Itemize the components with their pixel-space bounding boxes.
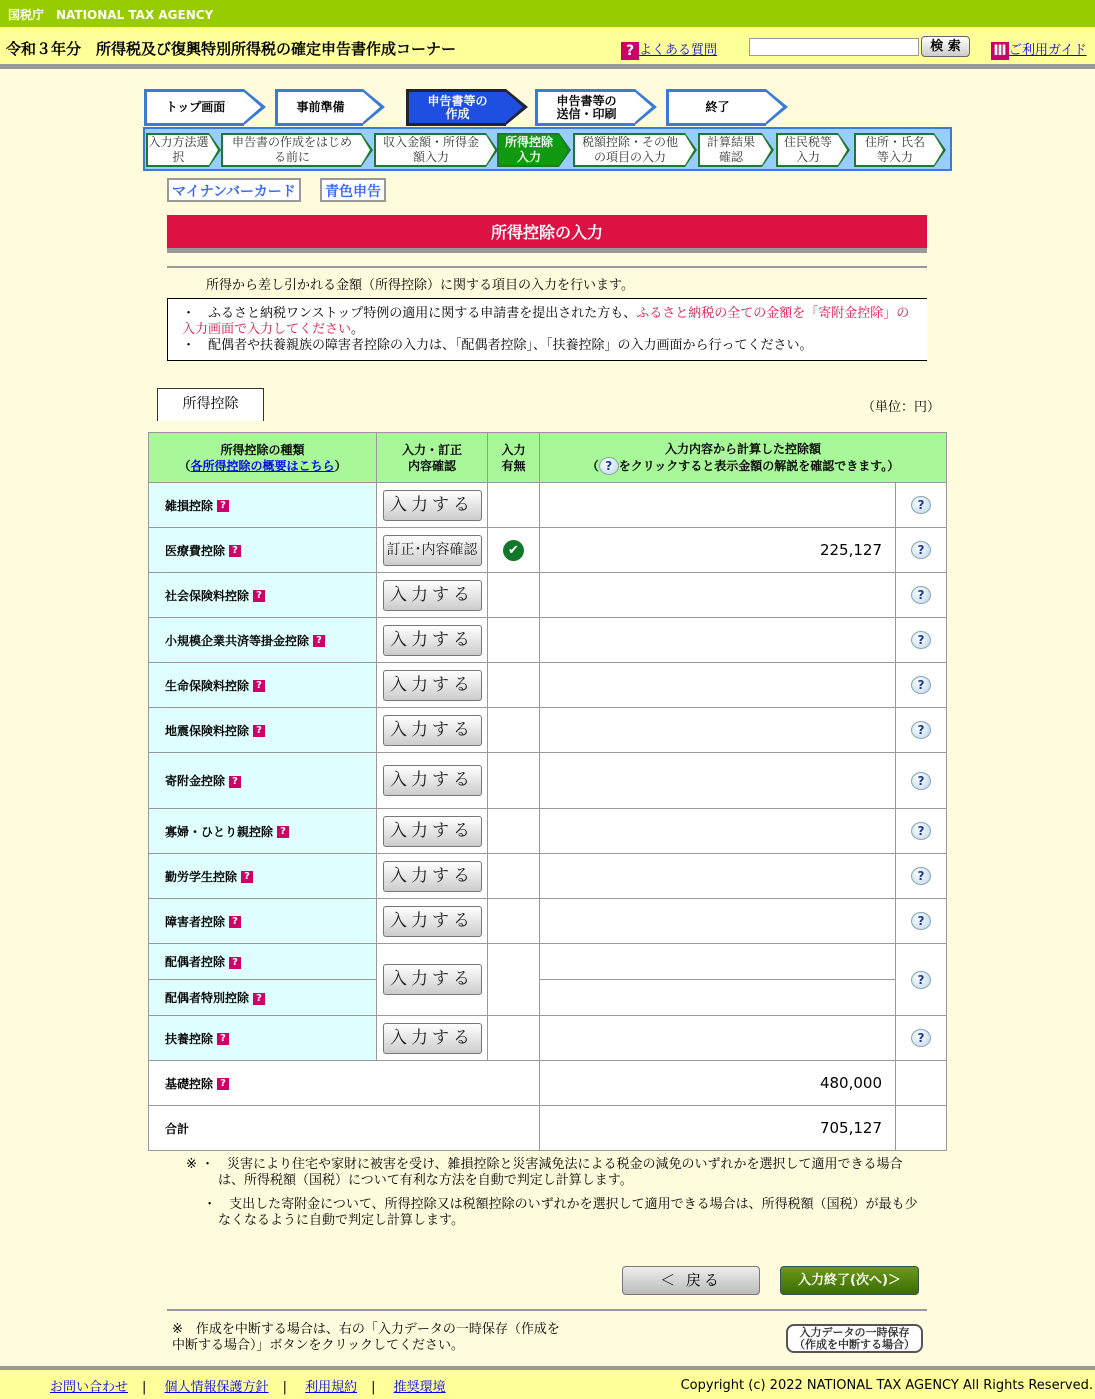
help-cell	[896, 663, 947, 708]
input-button[interactable]: 入力する	[383, 816, 482, 847]
help-cell	[896, 899, 947, 944]
table-row	[149, 1016, 947, 1061]
footer-link-privacy[interactable]: 個人情報保護方針	[164, 1380, 269, 1395]
help-icon[interactable]: ?	[277, 826, 289, 838]
substep-deductions: 所得控除入力	[497, 133, 559, 167]
help-cell	[896, 483, 947, 528]
help-cell	[896, 618, 947, 663]
input-button[interactable]: 訂正･内容確認	[383, 535, 482, 566]
explanation-bubble-icon[interactable]: ?	[911, 822, 931, 840]
save-note: ※ 作成を中断する場合は、右の「入力データの一時保存（作成を 中断する場合）」ボタンをクリックしてください。	[172, 1322, 560, 1353]
help-icon[interactable]: ?	[217, 500, 229, 512]
unit-label: （単位：円）	[862, 400, 941, 415]
substep-input-method: 入力方法選択	[146, 133, 209, 167]
help-icon[interactable]: ?	[253, 680, 265, 692]
help-cell	[896, 944, 947, 1016]
table-row	[149, 708, 947, 753]
table-row	[149, 854, 947, 899]
deduction-label: 基礎控除	[165, 1076, 214, 1091]
input-cell	[377, 573, 488, 618]
deduction-name	[149, 753, 377, 809]
table-row	[149, 944, 947, 980]
input-button[interactable]: 入力する	[383, 580, 482, 611]
input-cell	[377, 944, 488, 1016]
status-cell	[488, 573, 540, 618]
deduction-label: 勤労学生控除	[165, 869, 238, 884]
input-cell	[377, 483, 488, 528]
deduction-name	[149, 618, 377, 663]
help-cell	[896, 1061, 947, 1106]
input-button[interactable]: 入力する	[383, 490, 482, 521]
input-cell	[377, 1016, 488, 1061]
substep-bar	[143, 127, 952, 171]
input-cell	[377, 809, 488, 854]
deduction-name	[149, 1016, 377, 1061]
status-cell	[488, 854, 540, 899]
amount-cell	[540, 854, 896, 899]
input-cell	[377, 753, 488, 809]
step-end: 終了	[666, 89, 766, 126]
table-row	[149, 980, 947, 1016]
page-header-title: 令和３年分 所得税及び復興特別所得税の確定申告書作成コーナー	[6, 40, 457, 58]
header	[0, 27, 1095, 69]
amount-cell	[540, 483, 896, 528]
temp-save-label: 入力データの一時保存	[799, 1326, 910, 1339]
note-1-emphasis: ふるさと納税の全ての金額を「寄附金控除」の入力画面で入力してください	[182, 306, 910, 337]
temp-save-button[interactable]	[786, 1324, 923, 1353]
input-button[interactable]: 入力する	[383, 906, 482, 937]
step-create: 申告書等の作成	[406, 89, 506, 126]
copyright: Copyright (c) 2022 NATIONAL TAX AGENCY All Rights Reserved.	[680, 1378, 1093, 1393]
blue-return-tag: 青色申告	[320, 178, 386, 202]
col-amount: 入力内容から計算した控除額 （ ? をクリックすると表示金額の解説を確認できます。）	[540, 433, 947, 483]
next-button[interactable]: 入力終了(次へ)＞	[780, 1266, 919, 1295]
explanation-bubble-icon[interactable]: ?	[911, 496, 931, 514]
basic-amount: 480,000	[540, 1061, 896, 1106]
substep-result: 計算結果確認	[698, 133, 762, 167]
deduction-name	[149, 663, 377, 708]
explanation-bubble-icon[interactable]: ?	[911, 772, 931, 790]
deduction-label: 雑損控除	[165, 498, 214, 513]
table-row	[149, 753, 947, 809]
status-cell	[488, 753, 540, 809]
help-cell	[896, 573, 947, 618]
input-button[interactable]: 入力する	[383, 964, 482, 995]
explanation-bubble-icon[interactable]: ?	[911, 867, 931, 885]
back-button[interactable]: ＜ 戻る	[622, 1266, 760, 1295]
deduction-name	[149, 1061, 540, 1106]
explanation-bubble-icon[interactable]: ?	[911, 676, 931, 694]
status-cell	[488, 618, 540, 663]
table-row	[149, 483, 947, 528]
input-button[interactable]: 入力する	[383, 625, 482, 656]
explanation-bubble-icon[interactable]: ?	[911, 586, 931, 604]
guide-link[interactable]: ご利用ガイド	[1009, 43, 1087, 58]
search-button[interactable]: 検 索	[921, 36, 970, 57]
explanation-bubble-icon[interactable]: ?	[911, 912, 931, 930]
help-icon[interactable]: ?	[253, 590, 265, 602]
divider	[167, 266, 927, 268]
deduction-label: 寡婦・ひとり親控除	[165, 824, 274, 839]
status-cell	[488, 528, 540, 573]
deduction-name	[149, 944, 377, 980]
footnote-2: ・ 支出した寄附金について、所得控除又は税額控除のいずれかを選択して適用できる場合は、所得税額（国税）が最も少なくなるように自動で判定し計算します。	[186, 1197, 918, 1228]
table-row	[149, 618, 947, 663]
amount-cell	[540, 753, 896, 809]
col-amount-hint: をクリックすると表示金額の解説を確認できます。）	[618, 458, 900, 473]
status-cell	[488, 1016, 540, 1061]
note-1-end: 。	[351, 322, 365, 337]
note-2: ・ 配偶者や扶養親族の障害者控除の入力は、「配偶者控除」、「扶養控除」の入力画面から行ってください。	[182, 338, 813, 353]
input-cell	[377, 528, 488, 573]
total-label: 合計	[149, 1106, 540, 1151]
help-icon[interactable]: ?	[253, 725, 265, 737]
table-row	[149, 809, 947, 854]
help-bubble-icon: ?	[599, 457, 619, 475]
amount-cell	[540, 573, 896, 618]
help-cell	[896, 528, 947, 573]
explanation-bubble-icon[interactable]: ?	[911, 631, 931, 649]
input-cell	[377, 663, 488, 708]
deduction-label: 小規模企業共済等掛金控除	[165, 633, 310, 648]
total-row	[149, 1106, 947, 1151]
temp-save-sublabel: （作成を中断する場合）	[794, 1338, 915, 1351]
help-cell	[896, 753, 947, 809]
footer-link-environment[interactable]: 推奨環境	[393, 1380, 446, 1395]
footer-link-contact[interactable]: お問い合わせ	[50, 1380, 129, 1395]
deduction-label: 社会保険料控除	[165, 588, 250, 603]
status-cell	[488, 944, 540, 1016]
footer-link-terms[interactable]: 利用規約	[305, 1380, 358, 1395]
page-title: 所得控除の入力	[167, 215, 927, 253]
explanation-bubble-icon[interactable]: ?	[911, 971, 931, 989]
amount-cell	[540, 708, 896, 753]
status-cell	[488, 483, 540, 528]
substep-address: 住所・氏名等入力	[854, 133, 934, 167]
deduction-label: 地震保険料控除	[165, 723, 250, 738]
help-icon[interactable]: ?	[253, 993, 265, 1005]
input-button[interactable]: 入力する	[383, 765, 482, 796]
check-icon: ✔	[503, 540, 524, 561]
col-amount-label: 入力内容から計算した控除額	[664, 441, 821, 456]
total-amount: 705,127	[540, 1106, 896, 1151]
input-cell	[377, 854, 488, 899]
status-cell	[488, 809, 540, 854]
substep-tax-credits: 税額控除・その他の項目の入力	[573, 133, 685, 167]
help-cell	[896, 1016, 947, 1061]
help-icon[interactable]: ?	[229, 545, 241, 557]
table-row	[149, 663, 947, 708]
footnotes	[186, 1157, 926, 1237]
basic-row	[149, 1061, 947, 1106]
help-cell	[896, 809, 947, 854]
notice-box	[167, 298, 927, 361]
table-row	[149, 528, 947, 573]
deductions-table	[148, 432, 947, 1151]
deduction-name	[149, 809, 377, 854]
table-row	[149, 573, 947, 618]
amount-cell	[540, 663, 896, 708]
amount-cell	[540, 944, 896, 980]
amount-cell: 225,127	[540, 528, 896, 573]
help-icon[interactable]: ?	[217, 1078, 229, 1090]
input-cell	[377, 899, 488, 944]
input-cell	[377, 618, 488, 663]
help-icon[interactable]: ?	[313, 635, 325, 647]
help-icon[interactable]: ?	[229, 776, 241, 788]
help-icon[interactable]: ?	[229, 957, 241, 969]
amount-cell	[540, 980, 896, 1016]
help-icon[interactable]: ?	[229, 916, 241, 928]
help-cell	[896, 854, 947, 899]
deduction-name	[149, 483, 377, 528]
question-icon: ?	[621, 42, 639, 60]
deduction-label: 医療費控除	[165, 543, 226, 558]
substep-income: 収入金額・所得金額入力	[374, 133, 486, 167]
deduction-label: 扶養控除	[165, 1031, 214, 1046]
col-status: 入力有無	[488, 433, 540, 483]
step-preparation: 事前準備	[275, 89, 363, 126]
amount-cell	[540, 899, 896, 944]
amount-cell	[540, 1016, 896, 1061]
guide-link-wrap	[991, 39, 1087, 60]
tab-deductions: 所得控除	[157, 388, 264, 421]
explanation-bubble-icon[interactable]: ?	[911, 1029, 931, 1047]
input-button[interactable]: 入力する	[383, 1023, 482, 1054]
substep-resident-tax: 住民税等入力	[776, 133, 838, 167]
faq-link[interactable]: よくある質問	[639, 43, 718, 58]
deduction-label: 障害者控除	[165, 914, 226, 929]
table-row	[149, 899, 947, 944]
footnote-1: ※ ・ 災害により住宅や家財に被害を受け、雑損控除と災害減免法による税金の減免のいずれかを選択して適用できる場合は、所得税額（国税）について有利な方法を自動で判定し計算します。	[186, 1157, 903, 1188]
deduction-name	[149, 528, 377, 573]
input-button[interactable]: 入力する	[383, 861, 482, 892]
status-cell	[488, 708, 540, 753]
intro-text: 所得から差し引かれる金額（所得控除）に関する項目の入力を行います。	[206, 278, 634, 293]
deduction-name	[149, 980, 377, 1016]
deduction-name	[149, 899, 377, 944]
step-send-print: 申告書等の送信・印刷	[535, 89, 635, 126]
deduction-name	[149, 573, 377, 618]
mynumber-tag: マイナンバーカード	[167, 178, 301, 202]
input-button[interactable]: 入力する	[383, 670, 482, 701]
book-icon: Ⅲ	[991, 42, 1009, 60]
deduction-name	[149, 708, 377, 753]
deduction-label: 配偶者特別控除	[165, 991, 250, 1005]
divider	[167, 1309, 927, 1311]
explanation-bubble-icon[interactable]: ?	[911, 541, 931, 559]
agency-bar: 国税庁 NATIONAL TAX AGENCY	[0, 0, 1095, 27]
search-input[interactable]	[749, 38, 919, 56]
explanation-bubble-icon[interactable]: ?	[911, 721, 931, 739]
help-cell	[896, 1106, 947, 1151]
col-type: 所得控除の種類 （各所得控除の概要はこちら）	[149, 433, 377, 483]
overview-link[interactable]: 各所得控除の概要はこちら	[190, 458, 335, 473]
deduction-label: 寄附金控除	[165, 774, 226, 788]
deduction-label: 配偶者控除	[165, 955, 226, 969]
status-cell	[488, 899, 540, 944]
help-cell	[896, 708, 947, 753]
note-1: ・ ふるさと納税ワンストップ特例の適用に関する申請書を提出された方も、	[182, 306, 637, 321]
amount-cell	[540, 618, 896, 663]
status-cell	[488, 663, 540, 708]
input-cell	[377, 708, 488, 753]
step-top: トップ画面	[144, 89, 244, 126]
deduction-label: 生命保険料控除	[165, 678, 250, 693]
help-icon[interactable]: ?	[217, 1033, 229, 1045]
deduction-name	[149, 854, 377, 899]
col-type-label: 所得控除の種類	[220, 442, 305, 457]
substep-before-start: 申告書の作成をはじめる前に	[221, 133, 361, 167]
input-button[interactable]: 入力する	[383, 715, 482, 746]
faq-link-wrap	[621, 39, 717, 60]
help-icon[interactable]: ?	[241, 871, 253, 883]
amount-cell	[540, 809, 896, 854]
col-input: 入力・訂正内容確認	[377, 433, 488, 483]
footer: お問い合わせ | 個人情報保護方針 | 利用規約 | 推奨環境 Copyright (c) 2022 NATIONAL TAX AGENCY All Rights Reserved.	[0, 1366, 1095, 1399]
